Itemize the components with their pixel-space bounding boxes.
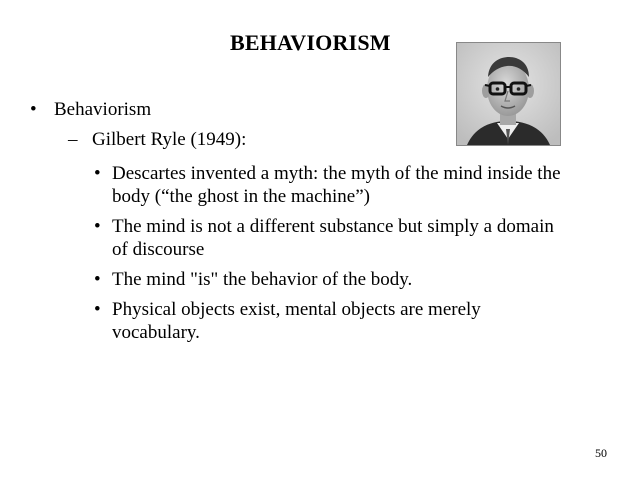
- bullet-mark: •: [94, 216, 101, 237]
- list-item: [94, 298, 564, 344]
- dash-mark: –: [68, 129, 78, 150]
- bullet-mark: •: [94, 269, 101, 290]
- list-item: [94, 162, 564, 208]
- point-text: The mind is not a different substance but simply a domain of discourse: [112, 216, 554, 260]
- bullet-level1: [30, 98, 151, 122]
- list-item: [94, 268, 564, 291]
- list-item: [94, 215, 564, 261]
- slide-title: BEHAVIORISM: [230, 30, 391, 55]
- bullet-level2: [68, 128, 246, 152]
- bullet-mark: •: [94, 163, 101, 184]
- bullet-text: Behaviorism: [54, 99, 152, 120]
- point-text: The mind "is" the behavior of the body.: [112, 269, 413, 290]
- bullet-mark: •: [30, 99, 37, 120]
- page-number: 50: [595, 446, 607, 460]
- bullet-text: Gilbert Ryle (1949):: [92, 129, 247, 150]
- portrait-photo: [456, 42, 561, 146]
- bullet-mark: •: [94, 299, 101, 320]
- point-text: Physical objects exist, mental objects are merely vocabulary.: [112, 299, 481, 343]
- point-list: [94, 162, 564, 351]
- point-text: Descartes invented a myth: the myth of the mind inside the body (“the ghost in the machine”): [112, 163, 561, 207]
